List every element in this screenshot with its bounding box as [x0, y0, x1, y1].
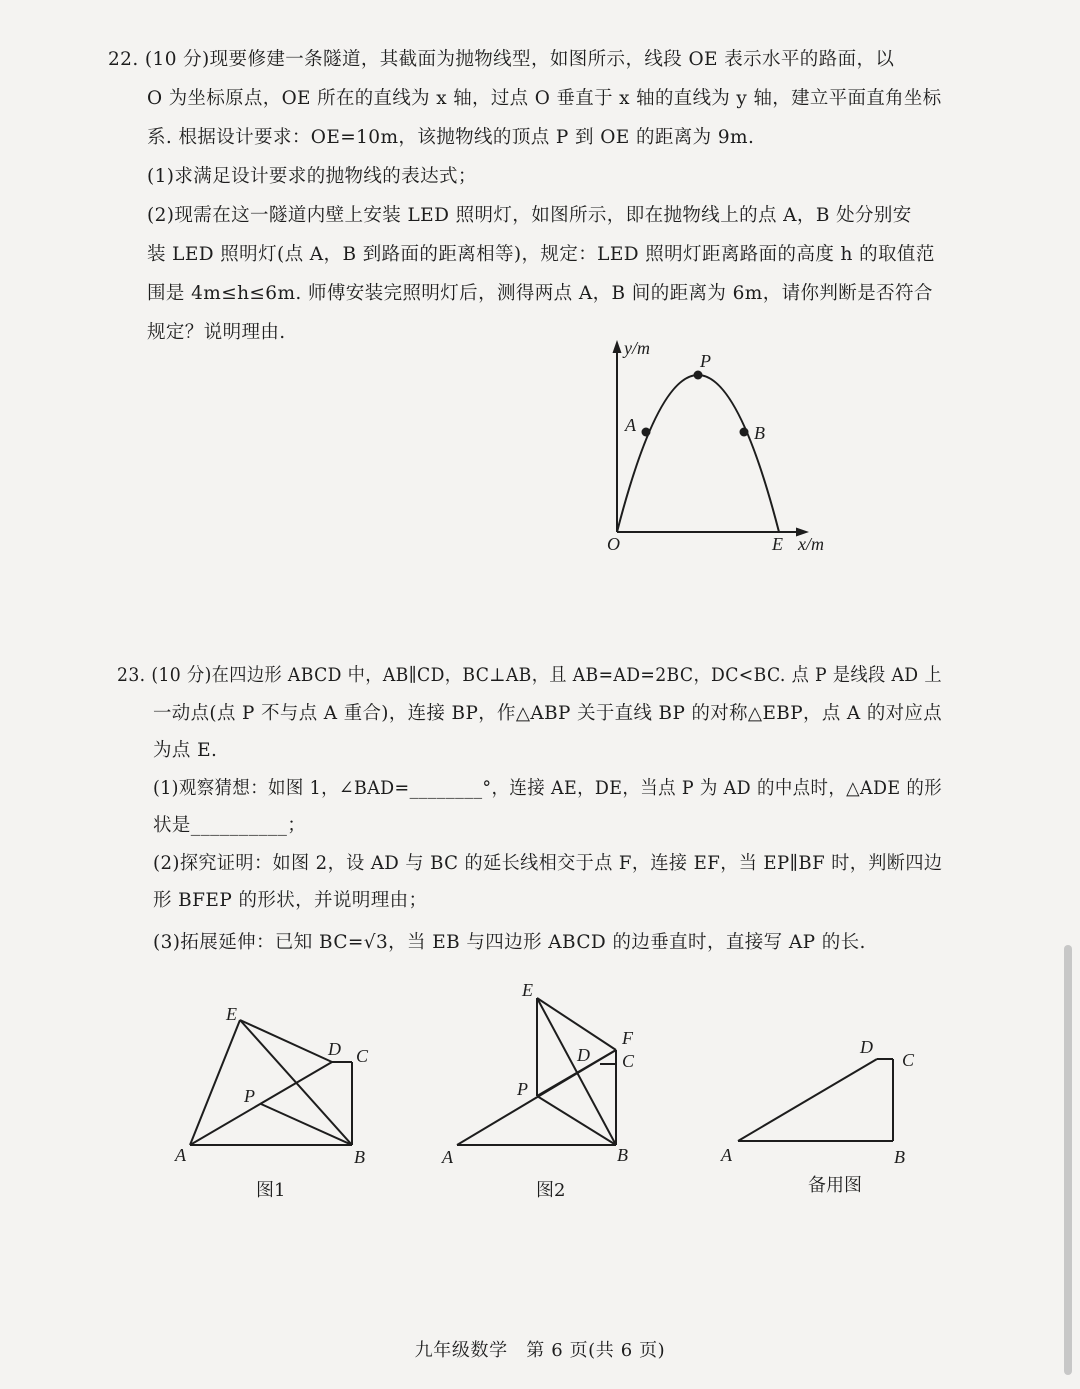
- fig2-label-d: D: [577, 1045, 590, 1065]
- label-a: A: [625, 415, 636, 435]
- label-e: E: [772, 534, 783, 554]
- x-axis-label: x/m: [798, 534, 824, 554]
- fig3-label-a: A: [721, 1145, 732, 1165]
- q23-line-8: (3)拓展延伸：已知 BC=√3，当 EB 与四边形 ABCD 的边垂直时，直接写 AP 的长.: [153, 932, 866, 953]
- fig3-label-c: C: [902, 1050, 915, 1070]
- q22-line-6: 装 LED 照明灯(点 A，B 到路面的距离相等)，规定：LED 照明灯距离路面的高度 h 的取值范: [147, 244, 935, 265]
- fig1-label-c: C: [356, 1046, 369, 1066]
- fig3-caption: 备用图: [808, 1175, 862, 1196]
- q22-line-8: 规定？说明理由.: [147, 322, 286, 343]
- page-footer: 九年级数学 第 6 页(共 6 页): [414, 1340, 666, 1361]
- fig1-caption: 图1: [256, 1180, 286, 1201]
- label-p: P: [700, 351, 711, 371]
- fig2-label-e: E: [522, 980, 533, 1000]
- q22-line-2: O 为坐标原点，OE 所在的直线为 x 轴，过点 O 垂直于 x 轴的直线为 y 轴，建立平面直角坐标: [147, 88, 942, 109]
- fig2-label-a: A: [442, 1147, 453, 1167]
- q22-line-3: 系. 根据设计要求：OE=10m，该抛物线的顶点 P 到 OE 的距离为 9m.: [147, 127, 755, 148]
- q22-line-7: 围是 4m≤h≤6m. 师傅安装完照明灯后，测得两点 A，B 间的距离为 6m，请你判断是否符合: [147, 283, 933, 304]
- q23-line-3: 为点 E.: [153, 740, 218, 761]
- q23-line-1: 23. (10 分)在四边形 ABCD 中，AB∥CD，BC⊥AB，且 AB=AD=2BC，DC<BC. 点 P 是线段 AD 上: [117, 665, 942, 686]
- fig2-label-p: P: [517, 1079, 528, 1099]
- fig2-label-b: B: [617, 1145, 628, 1165]
- fig2-caption: 图2: [536, 1180, 566, 1201]
- fig1-label-e: E: [226, 1004, 237, 1024]
- fig2-label-c: C: [622, 1051, 635, 1071]
- label-o: O: [607, 534, 620, 554]
- label-b: B: [754, 423, 765, 443]
- fig3-label-d: D: [860, 1037, 873, 1057]
- q22-line-5: (2)现需在这一隧道内壁上安装 LED 照明灯，如图所示，即在抛物线上的点 A，B 处分别安: [147, 205, 912, 226]
- vertical-scrollbar[interactable]: [1064, 945, 1072, 1375]
- y-axis-label: y/m: [624, 338, 650, 358]
- fig2-label-f: F: [622, 1028, 633, 1048]
- fig3-label-b: B: [894, 1147, 905, 1167]
- q23-line-7: 形 BFEP 的形状，并说明理由；: [153, 890, 428, 911]
- q22-line-1: 22. (10 分)现要修建一条隧道，其截面为抛物线型，如图所示，线段 OE 表示水平的路面，以: [108, 49, 895, 70]
- fig1-label-p: P: [244, 1086, 255, 1106]
- q23-line-5: 状是__________；: [153, 815, 307, 836]
- fig1-label-a: A: [175, 1145, 186, 1165]
- q22-line-4: (1)求满足设计要求的抛物线的表达式；: [147, 166, 477, 187]
- q23-line-4: (1)观察猜想：如图 1，∠BAD=________°，连接 AE，DE，当点 P 为 AD 的中点时，△ADE 的形: [153, 778, 943, 799]
- q23-line-2: 一动点(点 P 不与点 A 重合)，连接 BP，作△ABP 关于直线 BP 的对称△EBP，点 A 的对应点: [153, 703, 943, 724]
- fig1-label-d: D: [328, 1039, 341, 1059]
- q23-line-6: (2)探究证明：如图 2，设 AD 与 BC 的延长线相交于点 F，连接 EF，当 EP∥BF 时，判断四边: [153, 853, 943, 874]
- fig1-label-b: B: [354, 1147, 365, 1167]
